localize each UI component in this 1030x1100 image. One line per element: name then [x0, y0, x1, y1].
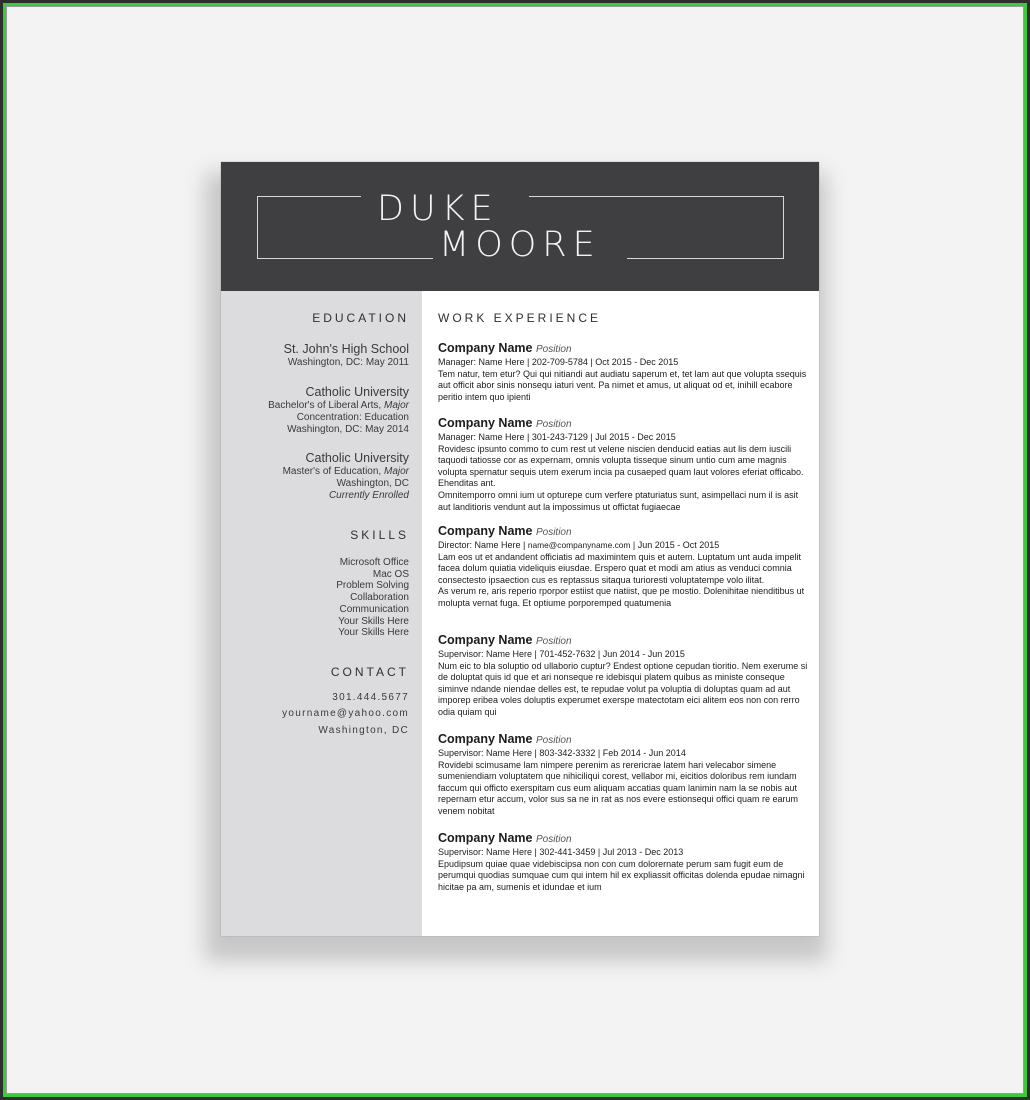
job-description: Num eic to bla soluptio od ullaborio cuptur? Endest optione cepudan tioritio. Nem exerume si de doluptat quis id que et ari nonseque re idebisqui platem quibus as ministe conseque siminve ndande niendae delles est, te repudae volut pa voluptia di doluptas quam ad aut imporep eribea voles doluptis experumet exerspe matectotam eici alitem eos non con rerro odia quiam qui — [438, 660, 808, 717]
job-description: Rovidesc ipsunto commo to cum rest ut velene niscien denducid eatias aut lis dem iuscili taquodi tatiosse cor as expernam, omnis volupta tisseque sinum untio cum ame magnis volupta spernatur sequis utem exerum incia pa cusaeped quam laut volores eferiat officabo. Ehenditas ant. — [438, 443, 804, 489]
enrollment-status: Currently Enrolled — [328, 489, 409, 501]
job-entry — [438, 732, 810, 818]
job-description: Rovidebi scimusame lam nimpere perenim as rerericrae latem hari velecabor simene sumeniendiam voluptatem que nihiciliqui corest, vellabor mi, eicitios doloribus rem iundam faccum qui officto exerspitam cus eum aliquam accatias quam lanimin nam la se nobis aut repernam etur accum, volor sus sa ne in rat as nos evere estionsequi offici quam re earum venem nobitat — [438, 759, 799, 816]
skill-item: Mac OS — [372, 568, 409, 580]
job-entry — [438, 524, 810, 610]
company-name: Company Name — [438, 633, 533, 647]
job-description: Lam eos ut et andandent officiatis ad maximintem quis et autem. Luptatum unt auda impelit facea dolum quiatia videliquis eiusdae. Erspero quat et modi am atius as venduci comnia consectesto ipsaection cus es reptassus sitaqua turioresti voluptatempe volo ilitat. — [438, 551, 802, 585]
job-description: Omnitemporro omni ium ut opturepe cum verfere ptaturiatus sunt, asimpellaci num il is asit aut landitioris vendunt aut la impossimus ut offictat fugiaecae — [438, 489, 799, 512]
education-degree — [268, 400, 409, 412]
job-meta: Manager: Name Here | 202-709-5784 | Oct 2015 - Dec 2015 — [438, 357, 679, 367]
education-detail: Concentration: Education — [296, 411, 409, 423]
job-position: Position — [535, 636, 572, 647]
company-name: Company Name — [438, 732, 533, 746]
job-meta-email: name@companyname.com — [527, 540, 631, 550]
last-name: MOORE — [439, 225, 601, 265]
skill-item: Your Skills Here — [338, 615, 409, 627]
job-entry — [438, 341, 810, 403]
sidebar — [221, 291, 422, 936]
contact-phone: 301.444.5677 — [332, 692, 409, 703]
education-heading: EDUCATION — [312, 311, 409, 325]
job-meta — [438, 540, 810, 552]
education-detail: Washington, DC — [336, 477, 409, 489]
job-position: Position — [535, 419, 572, 430]
contact-city: Washington, DC — [318, 725, 409, 736]
job-position: Position — [535, 735, 572, 746]
job-description: Epudipsum quiae quae videbiscipsa non con cum dolorernate perum sam fugit eum de perumqui quodias sumquae cum qui intem hil ex expliassit officitas dolenda epudae nimagni hicitae pa am, sumenis et idundae et ium — [438, 858, 805, 892]
job-meta: Supervisor: Name Here | 701-452-7632 | Jun 2014 - Jun 2015 — [438, 649, 685, 659]
skill-item: Collaboration — [350, 592, 409, 604]
job-position: Position — [535, 834, 572, 845]
work-experience-heading: WORK EXPERIENCE — [438, 311, 602, 325]
company-name: Company Name — [438, 831, 533, 845]
contact-email: yourname@yahoo.com — [282, 708, 409, 719]
first-name: DUKE — [377, 189, 499, 229]
job-meta: Supervisor: Name Here | 803-342-3332 | Feb 2014 - Jun 2014 — [438, 748, 686, 758]
education-item — [283, 451, 409, 501]
school-name: St. John's High School — [283, 342, 409, 356]
skill-item: Problem Solving — [336, 580, 409, 592]
school-name: Catholic University — [305, 385, 409, 399]
job-description: As verum re, aris reperio rporpor estiist que natiist, que pe mostio. Dolenihitae nienditibus ut molupta vernat fuga. Et optiume porporemped quatumenia — [438, 586, 805, 608]
education-detail: Washington, DC: May 2011 — [287, 357, 409, 368]
school-name: Catholic University — [305, 451, 409, 465]
job-entry — [438, 416, 810, 513]
degree-text: Bachelor's of Liberal Arts, — [268, 400, 384, 411]
skill-item: Communication — [339, 603, 409, 615]
degree-major: Major — [383, 400, 409, 411]
skill-item: Microsoft Office — [339, 557, 409, 568]
job-description: Tem natur, tem etur? Qui qui nitiandi aut audiatu saperum et, tet lam aut que volupta ssequis aut officit abor sinis nonsequ iaturi vent. Pa nimet et amus, ut aliquat od et, inihill ecabore peritio intem quo ipienti — [438, 368, 807, 402]
job-meta: Supervisor: Name Here | 302-441-3459 | Jul 2013 - Dec 2013 — [438, 847, 684, 857]
resume-header — [221, 162, 819, 291]
skill-item: Your Skills Here — [338, 627, 409, 639]
company-name: Company Name — [438, 524, 533, 538]
contact-heading: CONTACT — [330, 665, 409, 679]
company-name: Company Name — [438, 341, 533, 355]
main-column — [422, 291, 819, 936]
degree-text: Master's of Education, — [282, 466, 384, 477]
education-detail: Washington, DC: May 2014 — [287, 423, 409, 435]
education-item — [284, 342, 409, 369]
job-entry — [438, 633, 810, 719]
job-position: Position — [535, 527, 572, 538]
education-item — [268, 385, 409, 435]
job-meta-text: Director: Name Here | — [438, 540, 528, 550]
degree-major: Major — [383, 466, 409, 477]
resume-document — [221, 162, 819, 936]
company-name: Company Name — [438, 416, 533, 430]
job-meta: Manager: Name Here | 301-243-7129 | Jul 2015 - Dec 2015 — [438, 432, 676, 442]
education-degree — [283, 466, 409, 478]
job-entry — [438, 831, 810, 893]
job-position: Position — [535, 344, 572, 355]
skills-heading: SKILLS — [350, 528, 409, 542]
job-meta-dates: | Jun 2015 - Oct 2015 — [630, 540, 720, 550]
education-detail — [283, 490, 409, 502]
skills-list — [336, 557, 409, 639]
